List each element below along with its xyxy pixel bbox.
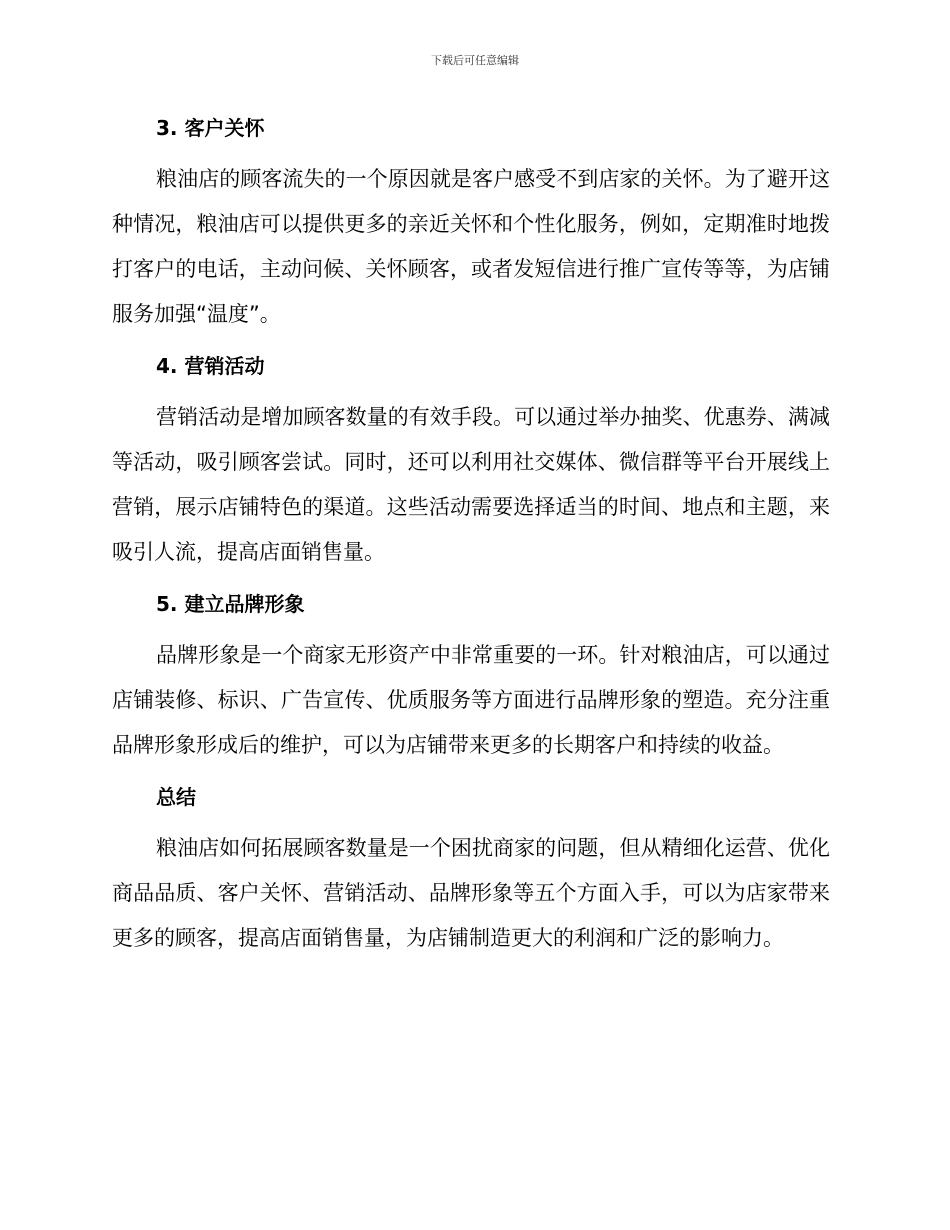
document-body: [112, 112, 830, 974]
section-marketing: [112, 350, 830, 575]
section-heading: 4. 营销活动: [156, 354, 265, 378]
section-heading: 3. 客户关怀: [156, 116, 265, 140]
section-brand-image: [112, 588, 830, 768]
section-customer-care: [112, 112, 830, 337]
section-paragraph: 营销活动是增加顾客数量的有效手段。可以通过举办抽奖、优惠券、满减等活动，吸引顾客尝试。同时，还可以利用社交媒体、微信群等平台开展线上营销，展示店铺特色的渠道。这些活动需要选择适当的时间、地点和主题，来吸引人流，提高店面销售量。: [112, 405, 830, 564]
section-heading: 总结: [156, 785, 196, 809]
section-paragraph: 粮油店的顾客流失的一个原因就是客户感受不到店家的关怀。为了避开这种情况，粮油店可以提供更多的亲近关怀和个性化服务，例如，定期准时地拨打客户的电话，主动问候、关怀顾客，或者发短信进行推广宣传等等，为店铺服务加强“温度”。: [112, 167, 830, 326]
page-header: 下载后可任意编辑: [431, 54, 519, 67]
section-paragraph: 品牌形象是一个商家无形资产中非常重要的一环。针对粮油店，可以通过店铺装修、标识、广告宣传、优质服务等方面进行品牌形象的塑造。充分注重品牌形象形成后的维护，可以为店铺带来更多的长期客户和持续的收益。: [112, 643, 830, 757]
section-paragraph: 粮油店如何拓展顾客数量是一个困扰商家的问题，但从精细化运营、优化商品品质、客户关怀、营销活动、品牌形象等五个方面入手，可以为店家带来更多的顾客，提高店面销售量，为店铺制造更大的利润和广泛的影响力。: [112, 836, 830, 950]
section-heading: 5. 建立品牌形象: [156, 592, 305, 616]
section-summary: [112, 781, 830, 961]
